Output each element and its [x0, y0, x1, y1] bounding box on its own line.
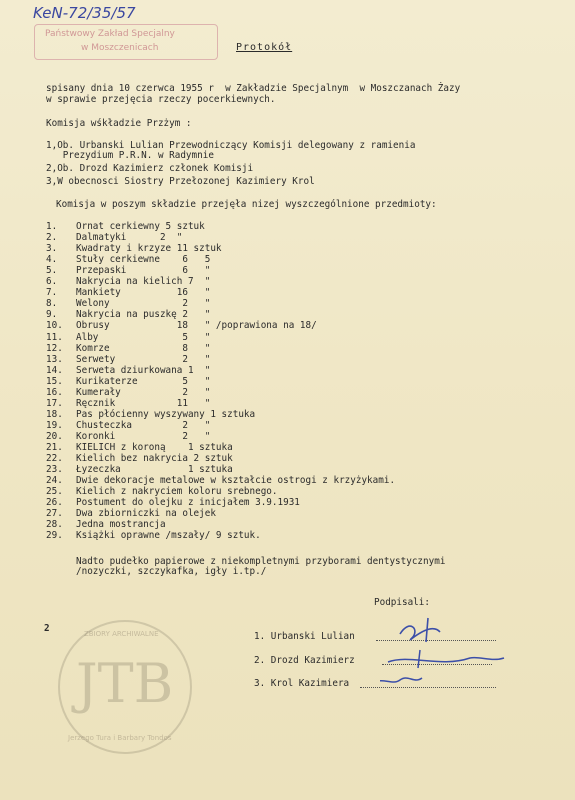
intro-line-1: spisany dnia 10 czerwca 1955 r w Zakładzie Specjalnym w Moszczanach Żazy	[46, 83, 461, 94]
item-number: 19.	[46, 420, 63, 431]
extra-line-1: Nadto pudełko papierowe z niekompletnymi przyborami dentystycznymi	[76, 556, 446, 567]
item-text: Kielich bez nakrycia 2 sztuk	[76, 453, 233, 464]
item-number: 23.	[46, 464, 63, 475]
item-text: Przepaski 6 "	[76, 265, 211, 276]
archive-reference: KeN-72/35/57	[33, 4, 136, 22]
item-number: 27.	[46, 508, 63, 519]
item-text: Pas płócienny wyszywany 1 sztuka	[76, 409, 256, 420]
committee-line-1: 1,Ob. Urbanski Lulian Przewodniczący Komisji delegowany z ramienia	[46, 140, 416, 151]
stamp-line-1: Państwowy Zakład Specjalny	[45, 29, 175, 39]
item-text: Jedna mostrancja	[76, 519, 166, 530]
item-text: Kielich z nakryciem koloru srebnego.	[76, 486, 278, 497]
item-text: Alby 5 "	[76, 332, 211, 343]
item-text: Dwa zbiorniczki na olejek	[76, 508, 216, 519]
watermark-monogram: JTB	[76, 652, 174, 715]
item-number: 21.	[46, 442, 63, 453]
item-number: 20.	[46, 431, 63, 442]
item-number: 12.	[46, 343, 63, 354]
committee-heading: Komisja wśkładzie Przżym :	[46, 118, 192, 129]
item-number: 7.	[46, 287, 58, 298]
item-text: KIELICH z koroną 1 sztuka	[76, 442, 233, 453]
item-number: 15.	[46, 376, 63, 387]
item-number: 8.	[46, 298, 58, 309]
item-number: 25.	[46, 486, 63, 497]
item-number: 11.	[46, 332, 63, 343]
item-text: Ornat cerkiewny 5 sztuk	[76, 221, 205, 232]
item-text: Nakrycia na kielich 7 "	[76, 276, 211, 287]
item-text: Stuły cerkiewne 6 5	[76, 254, 211, 265]
item-number: 26.	[46, 497, 63, 508]
extra-line-2: /nozyczki, szczykafka, igły i.tp./	[76, 566, 267, 577]
document-title: Protokół	[236, 42, 293, 53]
item-text: Mankiety 16 "	[76, 287, 211, 298]
watermark-ring-top: ZBIORY ARCHIWALNE	[84, 630, 159, 638]
item-number: 2.	[46, 232, 58, 243]
item-text: Komrze 8 "	[76, 343, 211, 354]
margin-mark: 2	[44, 623, 50, 634]
watermark-ring-bottom: Jerzego Tura i Barbary Tondos	[68, 734, 172, 742]
item-number: 18.	[46, 409, 63, 420]
item-text: Łyzeczka 1 sztuka	[76, 464, 233, 475]
item-number: 4.	[46, 254, 58, 265]
item-text: Kwadraty i krzyze 11 sztuk	[76, 243, 222, 254]
item-number: 16.	[46, 387, 63, 398]
committee-line-3: 2,Ob. Drozd Kazimierz członek Komisji	[46, 163, 254, 174]
item-text: Książki oprawne /mszały/ 9 sztuk.	[76, 530, 261, 541]
item-text: Serwety 2 "	[76, 354, 211, 365]
item-number: 22.	[46, 453, 63, 464]
committee-line-2: Prezydium P.R.N. w Radymnie	[46, 150, 214, 161]
item-number: 17.	[46, 398, 63, 409]
item-number: 5.	[46, 265, 58, 276]
item-text: Kumerały 2 "	[76, 387, 211, 398]
item-text: Serweta dziurkowana 1 "	[76, 365, 211, 376]
signer-2: 2. Drozd Kazimierz	[254, 655, 355, 666]
item-text: Dalmatyki 2 "	[76, 232, 183, 243]
signer-3: 3. Krol Kazimiera	[254, 678, 350, 689]
item-number: 10.	[46, 320, 63, 331]
item-text: Ręcznik 11 "	[76, 398, 211, 409]
signer-1: 1. Urbanski Lulian	[254, 631, 355, 642]
item-text: Nakrycia na puszkę 2 "	[76, 309, 211, 320]
item-text: Postument do olejku z inicjałem 3.9.1931	[76, 497, 300, 508]
items-heading: Komisja w poszym składzie przejęła nizej wyszczególnione przedmioty:	[56, 199, 437, 210]
item-number: 24.	[46, 475, 63, 486]
institution-stamp	[34, 24, 218, 60]
committee-line-4: 3,W obecnosci Siostry Przełozonej Kazimiery Krol	[46, 176, 315, 187]
item-number: 28.	[46, 519, 63, 530]
item-text: Welony 2 "	[76, 298, 211, 309]
item-number: 9.	[46, 309, 58, 320]
item-number: 3.	[46, 243, 58, 254]
item-number: 13.	[46, 354, 63, 365]
item-text: Chusteczka 2 "	[76, 420, 211, 431]
item-text: Koronki 2 "	[76, 431, 211, 442]
archive-watermark	[58, 620, 192, 754]
item-number: 29.	[46, 530, 63, 541]
item-text: Kurikaterze 5 "	[76, 376, 211, 387]
intro-line-2: w sprawie przejęcia rzeczy pocerkiewnych.	[46, 94, 276, 105]
item-number: 6.	[46, 276, 58, 287]
item-number: 14.	[46, 365, 63, 376]
signed-heading: Podpisali:	[374, 597, 430, 608]
handwritten-signatures	[380, 612, 520, 702]
item-text: Dwie dekoracje metalowe w kształcie ostrogi z krzyżykami.	[76, 475, 396, 486]
item-text: Obrusy 18 " /poprawiona na 18/	[76, 320, 317, 331]
item-number: 1.	[46, 221, 58, 232]
stamp-line-2: w Moszczenicach	[81, 43, 159, 53]
